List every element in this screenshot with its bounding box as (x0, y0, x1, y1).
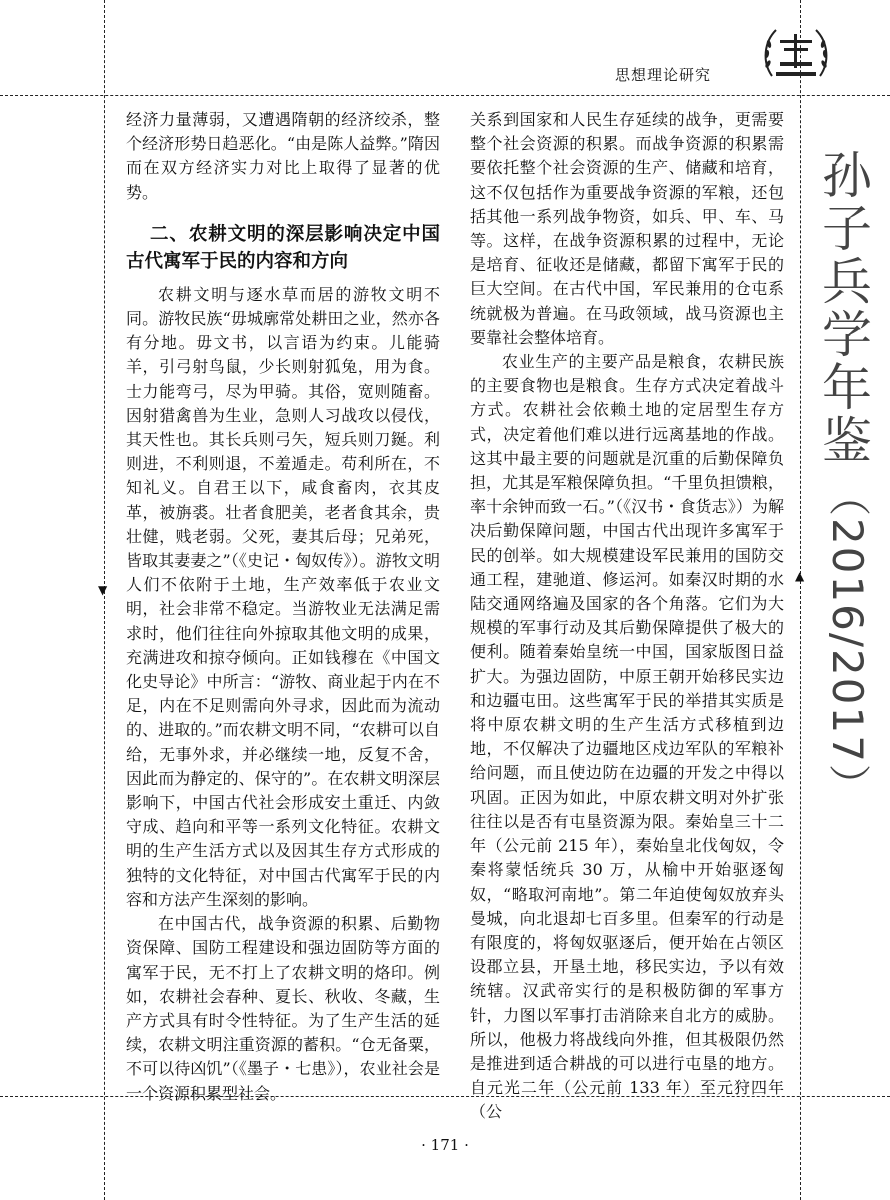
yearbook-title-block (812, 147, 882, 808)
yearbook-title: 孙子兵学年鉴 (822, 147, 872, 470)
right-margin-guide (800, 0, 801, 1200)
text-column-right (470, 108, 784, 1125)
paragraph: 农业生产的主要产品是粮食，农耕民族的主要食物也是粮食。生存方式决定着战斗方式。农耕社会依赖土地的定居型生存方式，决定着他们难以进行远离基地的作战。这其中最主要的问题就是沉重的后勤保障负担，尤其是军粮保障负担。“千里负担馈粮，率十余钟而致一石。”（《汉书・食货志》）为解决后勤保障问题，中国古代出现许多寓军于民的创举。如大规模建设军民兼用的国防交通工程，建驰道、修运河。如秦汉时期的水陆交通网络遍及国家的各个角落。它们为大规模的军事行动及其后勤保障提供了极大的便利。随着秦始皇统一中国，国家版图日益扩大。为强边固防，中原王朝开始移民实边和边疆屯田。这些寓军于民的举措其实质是将中原农耕文明的生产生活方式移植到边地，不仅解决了边疆地区戍边军队的军粮补给问题，而且使边防在边疆的开发之中得以巩固。正因为如此，中原农耕文明对外扩张往往以是否有屯垦资源为限。秦始皇三十二年（公元前 215 年），秦始皇北伐匈奴，令秦将蒙恬统兵 30 万，从榆中开始驱逐匈奴，“略取河南地”。第二年迫使匈奴放弃头曼城，向北退却七百多里。但秦军的行动是有限度的，将匈奴驱逐后，便开始在占领区设郡立县，开垦土地，移民实边，予以有效统辖。汉武帝实行的是积极防御的军事方针，力图以军事打击消除来自北方的威胁。所以，他极力将战线向外推，但其极限仍然是推进到适合耕战的可以进行屯垦的地方。自元光二年（公元前 133 年）至元狩四年（公 (470, 352, 784, 1122)
section-heading: 二、农耕文明的深层影响决定中国古代寓军于民的内容和方向 (126, 223, 440, 272)
paragraph: 农耕文明与逐水草而居的游牧文明不同。游牧民族“毋城廓常处耕田之业，然亦各有分地。毋文书，以言语为约束。儿能骑羊，引弓射鸟鼠，少长则射狐兔，用为食。士力能弯弓，尽为甲骑。其俗，宽则随畜。因射猎禽兽为生业，急则人习战攻以侵伐，其天性也。其长兵则弓矢，短兵则刀鋋。利则进，不利则退，不羞遁走。苟利所在，不知礼义。自君王以下，咸食畜肉，衣其皮革，被旃裘。壮者食肥美，老者食其余，贵壮健，贱老弱。父死，妻其后母；兄弟死，皆取其妻妻之”（《史记・匈奴传》）。游牧文明人们不依附于土地，生产效率低于农业文明，社会非常不稳定。当游牧业无法满足需求时，他们往往向外掠取其他文明的成果，充满进攻和掠夺倾向。正如钱穆在《中国文化史导论》中所言：“游牧、商业起于内在不足，内在不足则需向外寻求，因此而为流动的、进取的。”而农耕文明不同，“农耕可以自给，无事外求，并必继续一地，反复不舍，因此而为静定的、保守的”。在农耕文明深层影响下，中国古代社会形成安土重迁、内敛守成、趋向和平等一系列文化特征。农耕文明的生产生活方式以及因其生存方式形成的独特的文化特征，对中国古代寓军于民的内容和方法产生深刻的影响。 (126, 284, 440, 909)
paragraph: 在中国古代，战争资源的积累、后勤物资保障、国防工程建设和强边固防等方面的寓军于民，无不打上了农耕文明的烙印。例如，农耕社会春种、夏长、秋收、冬藏，生产方式具有时令性特征。为了生产生活的延续，农耕文明注重资源的蓄积。“仓无备粟，不可以待凶饥”（《墨子・七患》），农业社会是一个资源积累型社会。 (126, 914, 440, 1103)
journal-emblem-icon (760, 18, 832, 90)
left-margin-guide (104, 0, 105, 1200)
section-label: 思想理论研究 (615, 66, 712, 84)
right-marker-icon: ▲ (795, 569, 805, 583)
left-marker-icon: ▼ (98, 583, 108, 597)
text-column-left (126, 108, 440, 1106)
header-rule (0, 95, 890, 96)
paragraph: 关系到国家和人民生存延续的战争，更需要整个社会资源的积累。而战争资源的积累需要依托整个社会资源的生产、储藏和培育，这不仅包括作为重要战争资源的军粮，还包括其他一系列战争物资，如兵、甲、车、马等。这样，在战争资源积累的过程中，无论是培育、征收还是储藏，都留下寓军于民的巨大空间。在古代中国，军民兼用的仓屯系统就极为普遍。在马政领域，战马资源也主要靠社会整体培育。 (470, 110, 784, 347)
page-number: · 171 · (421, 1136, 469, 1154)
paragraph: 经济力量薄弱，又遭遇隋朝的经济绞杀，整个经济形势日趋恶化。“由是陈人益弊。”隋因而在双方经济实力对比上取得了显著的优势。 (126, 110, 440, 202)
yearbook-year: （2016/2017） (823, 474, 872, 808)
